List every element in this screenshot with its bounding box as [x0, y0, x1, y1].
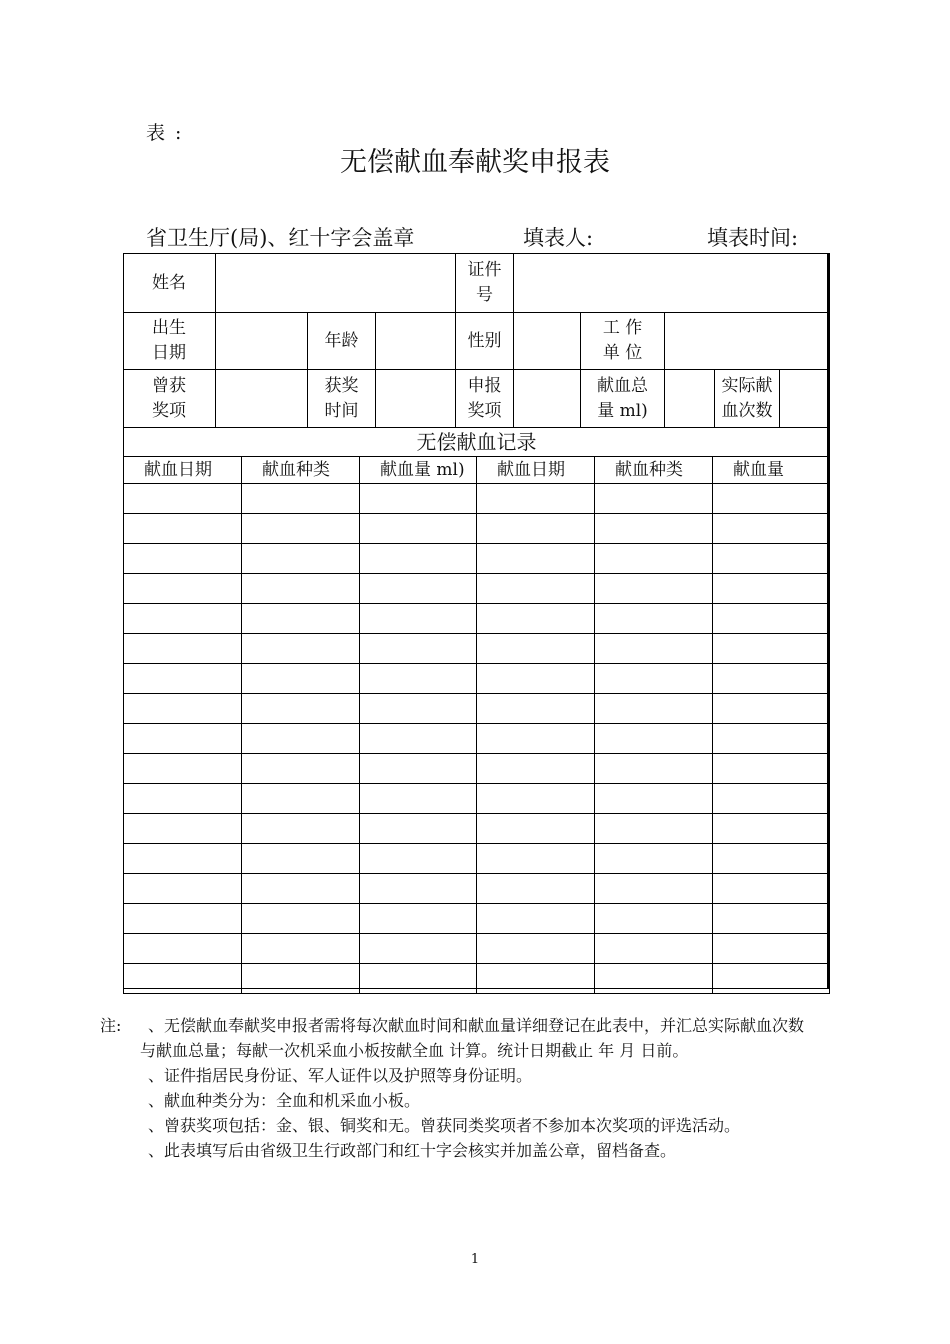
table-row: [124, 544, 830, 574]
record-cell[interactable]: [124, 874, 242, 904]
record-cell[interactable]: [477, 574, 595, 604]
record-cell[interactable]: [713, 964, 830, 994]
workplace-label: 工 作 单 位: [581, 313, 665, 370]
record-cell[interactable]: [595, 874, 713, 904]
record-cell[interactable]: [477, 484, 595, 514]
record-cell[interactable]: [360, 484, 477, 514]
record-cell[interactable]: [595, 724, 713, 754]
record-cell[interactable]: [595, 814, 713, 844]
record-cell[interactable]: [242, 544, 360, 574]
awards-field[interactable]: [216, 370, 308, 428]
note-item-1: 、无偿献血奉献奖申报者需将每次献血时间和献血量详细登记在此表中，并汇总实际献血次数与献血总量；每献一次机采血小板按献全血 计算。统计日期截止 年 月 日前。: [140, 1016, 805, 1060]
record-cell[interactable]: [595, 844, 713, 874]
record-cell[interactable]: [477, 664, 595, 694]
record-cell[interactable]: [242, 964, 360, 994]
record-cell[interactable]: [242, 844, 360, 874]
stamp-label: 省卫生厅(局)、红十字会盖章: [146, 226, 415, 250]
record-cell[interactable]: [242, 874, 360, 904]
record-cell[interactable]: [477, 544, 595, 574]
record-cell[interactable]: [713, 574, 830, 604]
age-field[interactable]: [376, 313, 456, 370]
record-cell[interactable]: [477, 934, 595, 964]
table-row: [124, 964, 830, 994]
record-cell[interactable]: [360, 574, 477, 604]
records-header-row: [124, 457, 830, 484]
record-cell[interactable]: [360, 724, 477, 754]
record-cell[interactable]: [124, 934, 242, 964]
record-cell[interactable]: [124, 784, 242, 814]
table-row: [124, 694, 830, 724]
record-cell[interactable]: [242, 604, 360, 634]
record-cell[interactable]: [242, 484, 360, 514]
page-number: 1: [470, 1252, 480, 1267]
table-row: [124, 874, 830, 904]
record-cell[interactable]: [242, 574, 360, 604]
record-cell[interactable]: [242, 634, 360, 664]
record-cell[interactable]: [124, 514, 242, 544]
record-cell[interactable]: [124, 484, 242, 514]
record-cell[interactable]: [713, 874, 830, 904]
apply-award-field[interactable]: [514, 370, 581, 428]
record-cell[interactable]: [124, 844, 242, 874]
record-cell[interactable]: [477, 514, 595, 544]
record-cell[interactable]: [242, 754, 360, 784]
record-cell[interactable]: [124, 604, 242, 634]
record-cell[interactable]: [595, 544, 713, 574]
records-title: 无偿献血记录: [124, 428, 830, 457]
record-cell[interactable]: [124, 574, 242, 604]
record-cell[interactable]: [595, 754, 713, 784]
table-row: [124, 604, 830, 634]
record-cell[interactable]: [124, 544, 242, 574]
table-row: [124, 814, 830, 844]
record-cell[interactable]: [124, 814, 242, 844]
record-cell[interactable]: [124, 634, 242, 664]
filler-label: 填表人:: [523, 226, 594, 250]
record-cell[interactable]: [713, 514, 830, 544]
record-cell[interactable]: [124, 904, 242, 934]
table-row: [124, 634, 830, 664]
record-cell[interactable]: [360, 544, 477, 574]
record-cell[interactable]: [713, 484, 830, 514]
record-cell[interactable]: [713, 724, 830, 754]
donation-records-table: [123, 456, 830, 994]
table-row: [124, 754, 830, 784]
record-cell[interactable]: [360, 694, 477, 724]
gender-field[interactable]: [514, 313, 581, 370]
record-cell[interactable]: [242, 784, 360, 814]
record-cell[interactable]: [595, 694, 713, 724]
birth-date-field[interactable]: [216, 313, 308, 370]
record-cell[interactable]: [360, 814, 477, 844]
record-cell[interactable]: [477, 694, 595, 724]
record-cell[interactable]: [242, 814, 360, 844]
record-cell[interactable]: [124, 724, 242, 754]
table-row: [124, 934, 830, 964]
col-header-volume-2: 献血量: [713, 457, 830, 484]
record-cell[interactable]: [360, 514, 477, 544]
note-item-2: 、证件指居民身份证、军人证件以及护照等身份证明。: [148, 1066, 533, 1085]
record-cell[interactable]: [360, 664, 477, 694]
record-cell[interactable]: [477, 844, 595, 874]
record-cell[interactable]: [595, 484, 713, 514]
record-cell[interactable]: [360, 964, 477, 994]
birth-date-label: 出生日期: [124, 313, 216, 370]
col-header-type-1: 献血种类: [242, 457, 360, 484]
notes-prefix: 注:: [100, 1016, 122, 1035]
record-cell[interactable]: [360, 904, 477, 934]
record-cell[interactable]: [595, 514, 713, 544]
workplace-field[interactable]: [665, 313, 830, 370]
record-cell[interactable]: [124, 754, 242, 784]
form-row-awards: [124, 370, 830, 428]
fill-time-label: 填表时间:: [707, 226, 799, 250]
awards-label: 曾获奖项: [124, 370, 216, 428]
table-row: [124, 784, 830, 814]
record-cell[interactable]: [713, 634, 830, 664]
record-cell[interactable]: [595, 934, 713, 964]
table-row: [124, 484, 830, 514]
record-cell[interactable]: [595, 664, 713, 694]
record-cell[interactable]: [477, 634, 595, 664]
record-cell[interactable]: [477, 724, 595, 754]
award-time-field[interactable]: [376, 370, 456, 428]
record-cell[interactable]: [360, 754, 477, 784]
record-cell[interactable]: [360, 784, 477, 814]
record-cell[interactable]: [242, 694, 360, 724]
record-cell[interactable]: [713, 544, 830, 574]
record-cell[interactable]: [713, 604, 830, 634]
table-row: [124, 724, 830, 754]
record-cell[interactable]: [713, 814, 830, 844]
application-form-table: [123, 253, 830, 457]
note-item-4: 、曾获奖项包括：金、银、铜奖和无。曾获同类奖项者不参加本次奖项的评选活动。: [148, 1116, 741, 1135]
table-row: [124, 904, 830, 934]
record-cell[interactable]: [242, 664, 360, 694]
record-cell[interactable]: [477, 814, 595, 844]
id-number-label: 证件号: [456, 254, 514, 313]
name-field[interactable]: [216, 254, 456, 313]
table-row: [124, 844, 830, 874]
form-row-birth: [124, 313, 830, 370]
record-cell[interactable]: [713, 754, 830, 784]
col-header-volume-1: 献血量 ml): [360, 457, 477, 484]
total-blood-field[interactable]: [665, 370, 715, 428]
name-label: 姓名: [124, 254, 216, 313]
table-reference: 表 :: [146, 122, 184, 144]
record-cell[interactable]: [713, 784, 830, 814]
form-row-name: [124, 254, 830, 313]
record-cell[interactable]: [477, 904, 595, 934]
records-title-row: [124, 428, 830, 457]
actual-count-field[interactable]: [780, 370, 830, 428]
table-row: [124, 574, 830, 604]
record-cell[interactable]: [713, 934, 830, 964]
note-item-5: 、此表填写后由省级卫生行政部门和红十字会核实并加盖公章，留档备查。: [148, 1141, 677, 1160]
page-title: 无偿献血奉献奖申报表: [340, 147, 610, 178]
record-cell[interactable]: [242, 934, 360, 964]
record-cell[interactable]: [713, 694, 830, 724]
record-cell[interactable]: [713, 844, 830, 874]
record-cell[interactable]: [360, 934, 477, 964]
record-cell[interactable]: [595, 574, 713, 604]
age-label: 年龄: [308, 313, 376, 370]
notes-section: [100, 1013, 812, 1163]
record-cell[interactable]: [360, 634, 477, 664]
record-cell[interactable]: [713, 904, 830, 934]
record-cell[interactable]: [360, 844, 477, 874]
record-cell[interactable]: [595, 784, 713, 814]
record-cell[interactable]: [124, 964, 242, 994]
record-cell[interactable]: [595, 634, 713, 664]
record-cell[interactable]: [242, 904, 360, 934]
record-cell[interactable]: [124, 694, 242, 724]
col-header-date-2: 献血日期: [477, 457, 595, 484]
award-time-label: 获奖时间: [308, 370, 376, 428]
col-header-date-1: 献血日期: [124, 457, 242, 484]
record-cell[interactable]: [595, 904, 713, 934]
total-blood-label: 献血总量 ml): [581, 370, 665, 428]
record-cell[interactable]: [477, 784, 595, 814]
table-row: [124, 664, 830, 694]
record-cell[interactable]: [595, 964, 713, 994]
table-row: [124, 514, 830, 544]
col-header-type-2: 献血种类: [595, 457, 713, 484]
record-cell[interactable]: [124, 664, 242, 694]
record-cell[interactable]: [242, 724, 360, 754]
note-item-3: 、献血种类分为：全血和机采血小板。: [148, 1091, 421, 1110]
gender-label: 性别: [456, 313, 514, 370]
record-cell[interactable]: [360, 604, 477, 634]
record-cell[interactable]: [477, 754, 595, 784]
record-cell[interactable]: [477, 964, 595, 994]
record-cell[interactable]: [595, 604, 713, 634]
id-number-field[interactable]: [514, 254, 830, 313]
actual-count-label: 实际献血次数: [715, 370, 780, 428]
record-cell[interactable]: [713, 664, 830, 694]
record-cell[interactable]: [360, 874, 477, 904]
record-cell[interactable]: [477, 604, 595, 634]
record-cell[interactable]: [242, 514, 360, 544]
record-cell[interactable]: [477, 874, 595, 904]
apply-award-label: 申报奖项: [456, 370, 514, 428]
